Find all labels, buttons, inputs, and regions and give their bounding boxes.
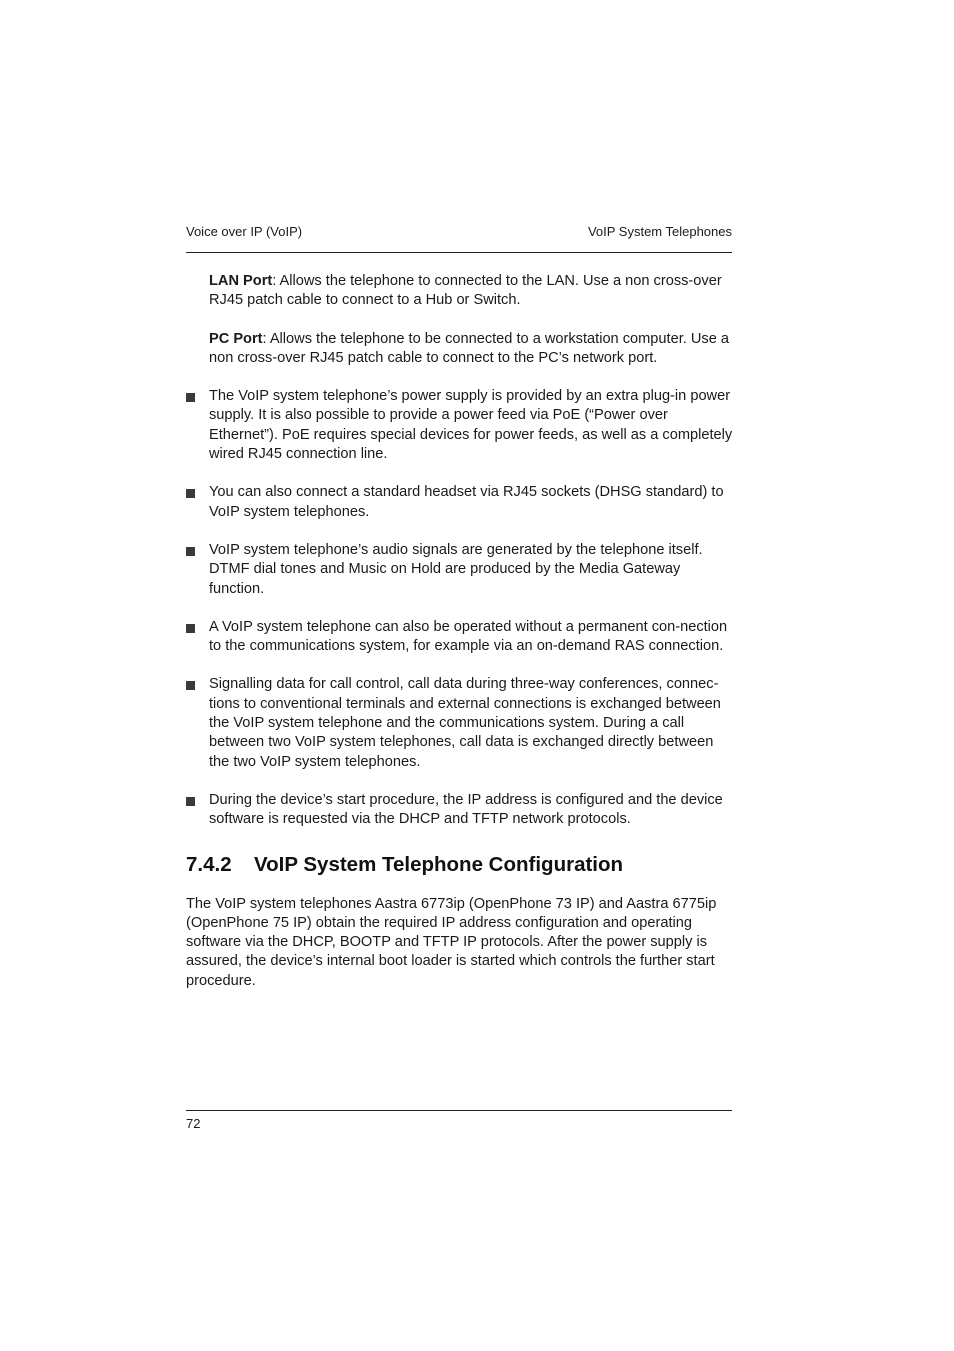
list-item [186,483,734,522]
square-bullet-icon [186,547,195,556]
section-body-paragraph: The VoIP system telephones Aastra 6773ip (OpenPhone 73 IP) and Aastra 6775ip (OpenPhone 75 IP) obtain the required IP address configuration and operating software via the DHCP, BOOTP and TFTP IP protocols. After the power supply is assured, the device’s internal boot loader is started which controls the further start procedure. [186,895,717,989]
square-bullet-icon [186,681,195,690]
running-header [186,224,732,253]
running-footer [186,1110,732,1132]
square-bullet-icon [186,624,195,633]
square-bullet-icon [186,489,195,498]
list-item [186,387,734,464]
section-heading [186,852,734,878]
list-item-text: You can also connect a standard headset via RJ45 sockets (DHSG standard) to VoIP system telephones. [209,484,724,520]
port-text: : Allows the telephone to connected to the LAN. Use a non cross-over RJ45 patch cable to connect to a Hub or Switch. [209,273,722,309]
port-term: PC Port [209,330,263,347]
square-bullet-icon [186,797,195,806]
header-chapter-title: Voice over IP (VoIP) [186,224,303,239]
square-bullet-icon [186,393,195,402]
list-item [186,791,734,830]
port-description-pc [209,330,734,369]
list-item [186,541,734,599]
list-item-text: VoIP system telephone’s audio signals are generated by the telephone itself. DTMF dial tones and Music on Hold are produced by the Media Gateway function. [209,541,703,597]
list-item [186,618,734,657]
list-item-text: A VoIP system telephone can also be operated without a permanent con-nection to the communications system, for example via an on-demand RAS connection. [209,618,728,655]
port-text: : Allows the telephone to be connected to a workstation computer. Use a non cross-over RJ45 patch cable to connect to the PC’s network port. [209,330,729,366]
list-item-text: During the device’s start procedure, the IP address is configured and the device software is requested via the DHCP and TFTP network protocols. [209,791,723,828]
bullet-list [186,387,734,829]
section-title: VoIP System Telephone Configuration [254,852,624,876]
list-item-text: The VoIP system telephone’s power supply is provided by an extra plug-in power supply. It is also possible to provide a power feed via PoE (“Power over Ethernet”). PoE requires special devices for power feeds, as well as a completely wired RJ45 connection line. [209,388,733,463]
page-content [186,272,734,991]
section-number: 7.4.2 [186,852,232,876]
header-section-title: VoIP System Telephones [587,224,732,239]
port-description-lan [209,272,734,311]
list-item [186,675,734,771]
list-item-text: Signalling data for call control, call data during three-way conferences, connec-tions to conventional terminals and external connections is exchanged between the VoIP system telephone and the communications system. During a call between two VoIP system telephones, call data is exchanged directly between the two VoIP system telephones. [209,676,721,770]
page-number: 72 [186,1116,201,1131]
port-term: LAN Port [209,273,273,289]
